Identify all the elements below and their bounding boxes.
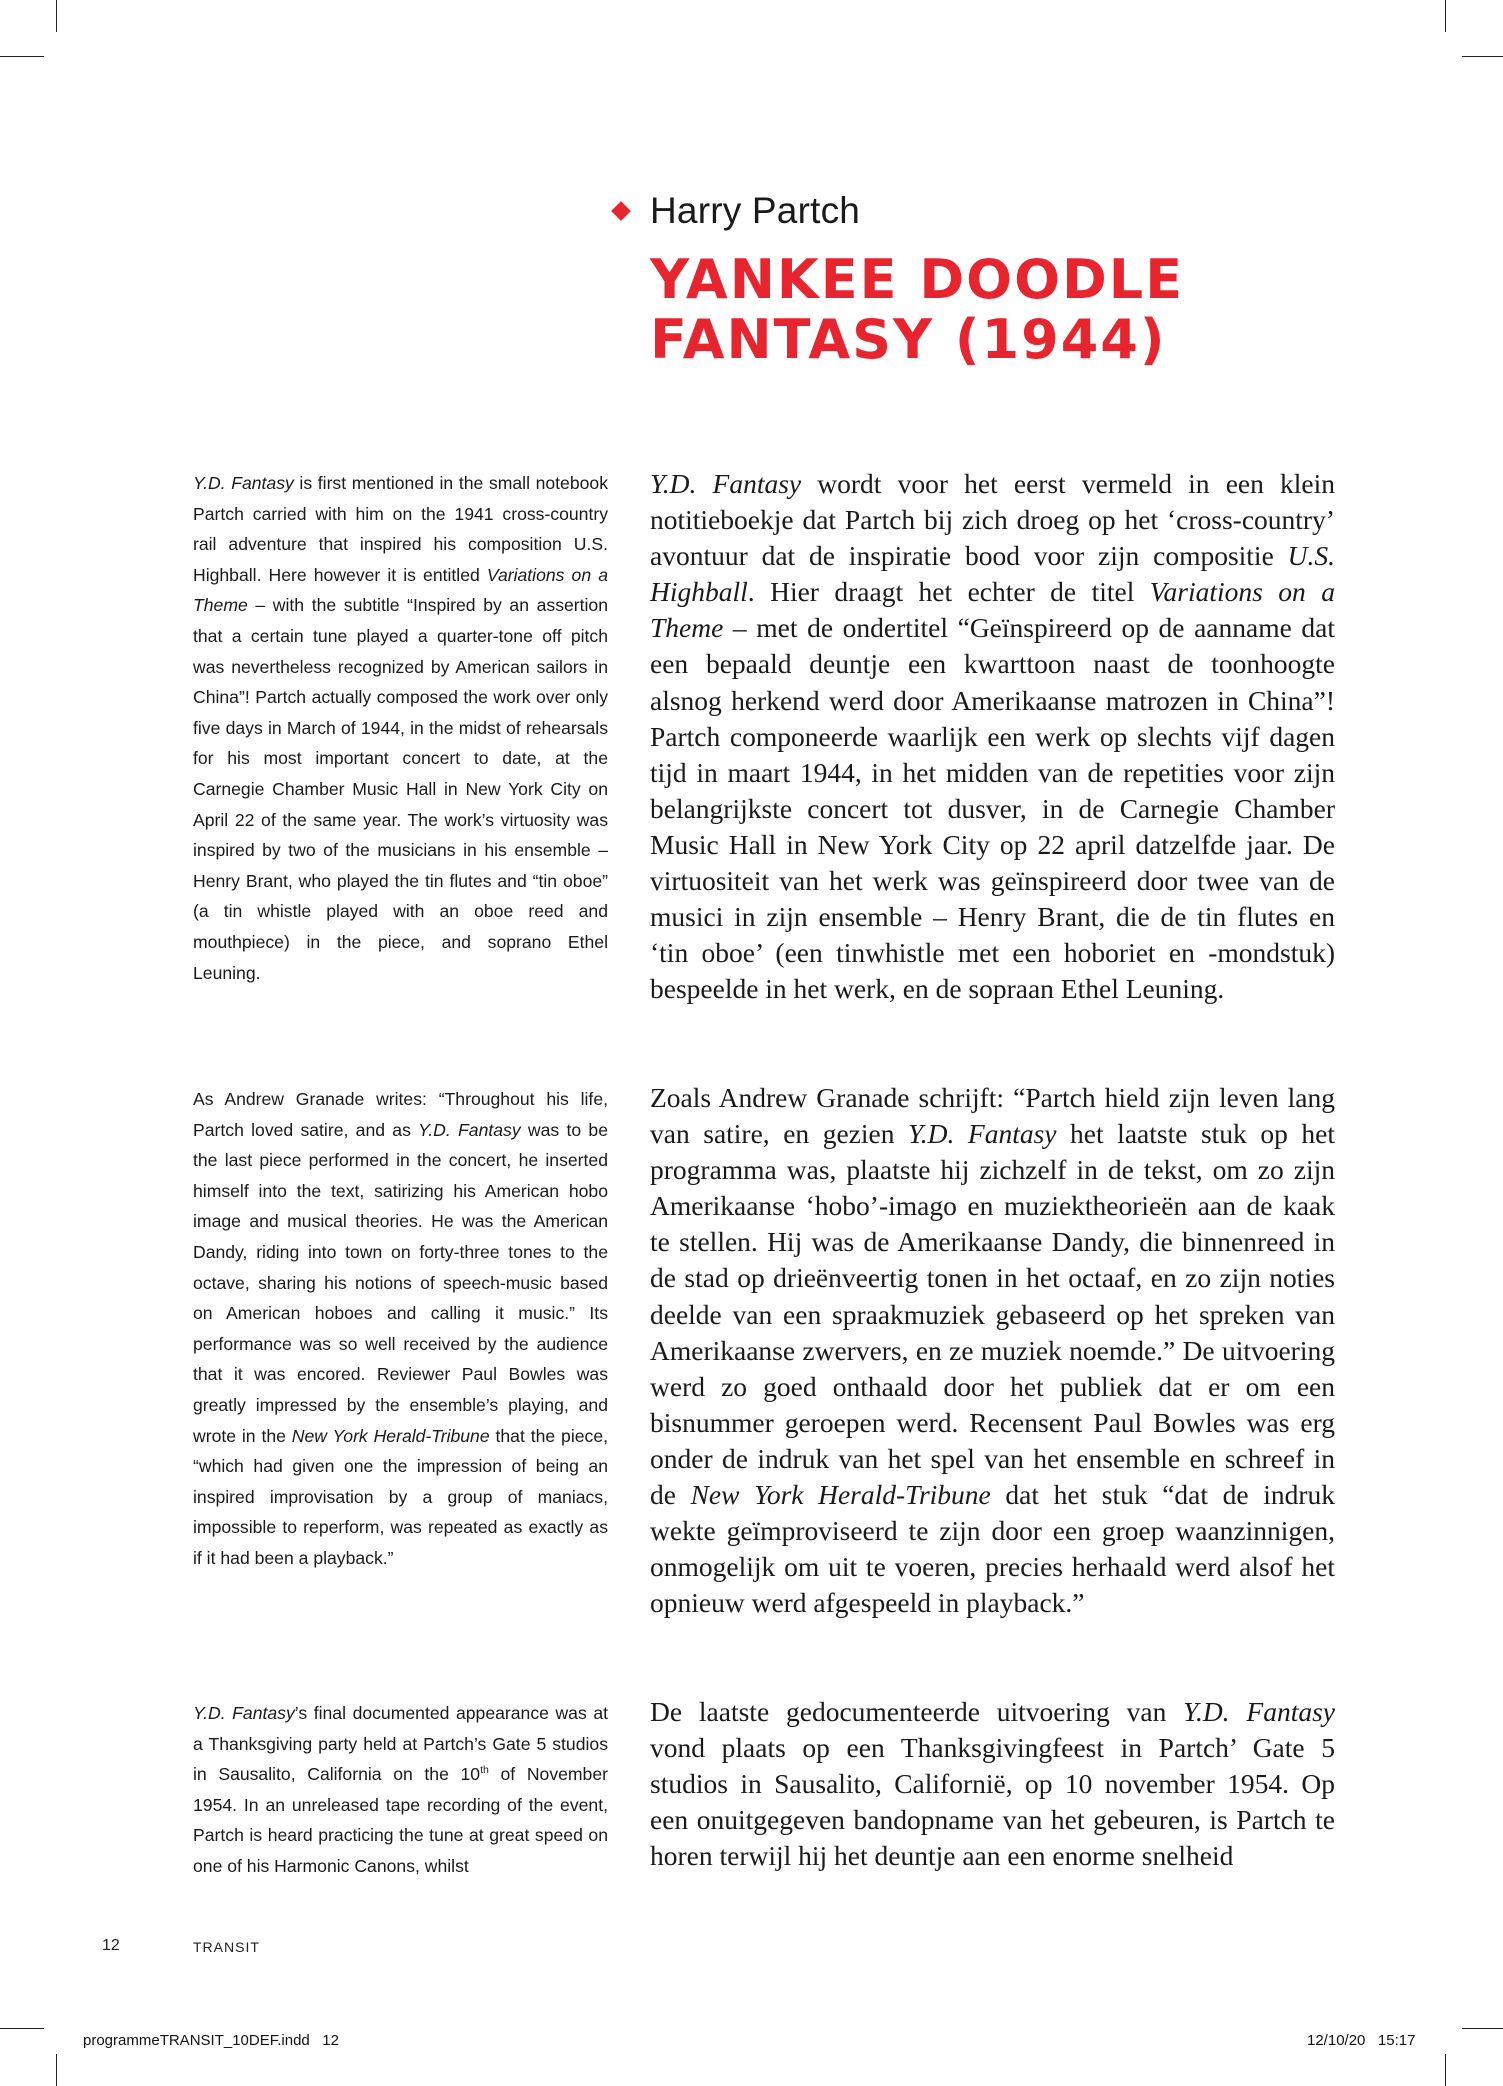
italic-run: Y.D. Fantasy	[650, 468, 802, 499]
crop-mark	[1445, 0, 1446, 32]
text-run: dat het stuk “dat de indruk wekte geïmproviseerd te zijn door een groep waanzinnigen, onmogelijk om uit te voeren, precies herhaald werd alsof het opnieuw werd afgespeeld in playback.”	[650, 1479, 1336, 1619]
text-run: – met de ondertitel “Geïnspireerd op de aanname dat een bepaald deuntje een kwarttoon naast de toonhoogte alsnog herkend werd door Amerikaanse matrozen in China”! Partch componeerde waarlijk een werk op slechts vijf dagen tijd in maart 1944, in het midden van de repetities voor zijn belangrijkste concert tot dusver, in de Carnegie Chamber Music Hall in New York City op 22 april datzelfde jaar. De virtuositeit van het werk was geïnspireerd door twee van de musici in zijn ensemble – Henry Brant, die de tin flutes en ‘tin oboe’ (een tinwhistle met een hoboriet en -mondstuk) bespeelde in het werk, en de sopraan Ethel Leuning.	[650, 612, 1335, 1005]
crop-mark	[1462, 2028, 1503, 2029]
dutch-paragraph-2	[650, 1080, 1335, 1621]
text-run: wordt voor het eerst vermeld in een klein notitieboekje dat Partch bij zich droeg op het ‘cross-country’ avontuur dat de inspiratie bood voor zijn compositie	[650, 468, 1335, 572]
text-run: Zoals Andrew Granade schrijft: “Partch hield zijn leven lang van satire, en gezien	[650, 1082, 1335, 1150]
crop-mark	[1445, 2054, 1446, 2086]
slug-filename: programmeTRANSIT_10DEF.indd 12	[83, 2032, 339, 2049]
text-run: De laatste gedocumenteerde uitvoering van	[650, 1696, 1184, 1727]
magazine-name: TRANSIT	[193, 1939, 260, 1955]
italic-run: Y.D. Fantasy	[418, 1119, 521, 1140]
text-run: of November 1954. In an unreleased tape recording of the event, Partch is heard practicing the tune at great speed on one of his Harmonic Canons, whilst	[193, 1764, 608, 1876]
text-run: . Hier draagt het echter de titel	[747, 576, 1150, 608]
text-run: vond plaats op een Thanksgivingfeest in Partch’ Gate 5 studios in Sausalito, Californië, op 10 november 1954. Op een onuitgegeven bandopname van het gebeuren, is Partch te horen terwijl hij het deuntje aan een enorme snelheid	[650, 1732, 1335, 1872]
italic-run: Y.D. Fantasy	[1183, 1696, 1335, 1727]
crop-mark	[56, 2054, 57, 2086]
page-number: 12	[102, 1937, 120, 1954]
text-run: ’s final documented appearance was at a Thanksgiving party held at Partch’s Gate 5 studios in Sausalito, California on the 10	[193, 1703, 608, 1785]
italic-run: New York Herald-Tribune	[291, 1425, 490, 1446]
italic-run: New York Herald-Tribune	[690, 1479, 991, 1511]
english-paragraph-3	[193, 1698, 608, 1882]
english-paragraph-1	[193, 468, 608, 988]
italic-run: Y.D. Fantasy	[908, 1118, 1057, 1150]
composer-name: Harry Partch	[650, 190, 861, 231]
text-run: – with the subtitle “Inspired by an assertion that a certain tune played a quarter-tone off pitch was nevertheless recognized by American sailors in China”! Partch actually composed the work over only five days in March of 1944, in the midst of rehearsals for his most important concert to date, at the Carnegie Chamber Music Hall in New York City on April 22 of the same year. The work’s virtuosity was inspired by two of the musicians in his ensemble – Henry Brant, who played the tin flutes and “tin oboe” (a tin whistle played with an oboe reed and mouthpiece) in the piece, and soprano Ethel Leuning.	[193, 595, 608, 983]
dutch-paragraph-1	[650, 466, 1335, 1007]
italic-run: Y.D. Fantasy	[193, 1703, 295, 1723]
article-header	[610, 190, 1370, 370]
crop-mark	[56, 0, 57, 32]
superscript-run: th	[480, 1764, 489, 1777]
english-paragraph-2	[193, 1084, 608, 1574]
text-run: As Andrew Granade writes: “Throughout his life, Partch loved satire, and as	[193, 1089, 608, 1140]
diamond-bullet-icon	[611, 201, 631, 221]
crop-mark	[0, 56, 44, 57]
italic-run: Variations on a Theme	[193, 564, 608, 616]
text-run: that the piece, “which had given one the impression of being an inspired improvisation by a group of maniacs, impossible to reperform, was repeated as exactly as if it had been a playback.”	[193, 1425, 608, 1568]
slug-timestamp: 12/10/20 15:17	[1307, 2032, 1416, 2049]
dutch-paragraph-3	[650, 1694, 1335, 1874]
composer-line	[610, 190, 1370, 232]
text-run: het laatste stuk op het programma was, plaatste hij zichzelf in de tekst, om zo zijn Amerikaanse ‘hobo’-imago en muziektheorieën aan de kaak te stellen. Hij was de Amerikaanse Dandy, die binnenreed in de stad op drieënveertig tonen in het octaaf, en zo zijn noties deelde van een spraakmuziek gebaseerd op het spreken van Amerikaanse zwervers, en ze muziek noemde.” De uitvoering werd zo goed onthaald door het publiek dat er om een bisnummer geroepen werd. Recensent Paul Bowles was erg onder de indruk van het spel van het ensemble en schreef in de	[650, 1118, 1335, 1511]
italic-run: U.S. Highball	[650, 540, 1335, 608]
piece-title: YANKEE DOODLE FANTASY (1944)	[650, 248, 1185, 371]
crop-mark	[0, 2028, 44, 2029]
text-run: was to be the last piece performed in the concert, he inserted himself into the text, satirizing his American hobo image and musical theories. He was the American Dandy, riding into town on forty-three tones to the octave, sharing his notions of speech-music based on American hoboes and calling it music.” Its performance was so well received by the audience that it was encored. Reviewer Paul Bowles was greatly impressed by the ensemble’s playing, and wrote in the	[193, 1119, 608, 1446]
text-run: is first mentioned in the small notebook Partch carried with him on the 1941 cross-country rail adventure that inspired his composition U.S. Highball. Here however it is entitled	[193, 473, 608, 585]
italic-run: Variations on a Theme	[650, 576, 1336, 644]
crop-mark	[1462, 56, 1503, 57]
italic-run: Y.D. Fantasy	[193, 473, 294, 493]
